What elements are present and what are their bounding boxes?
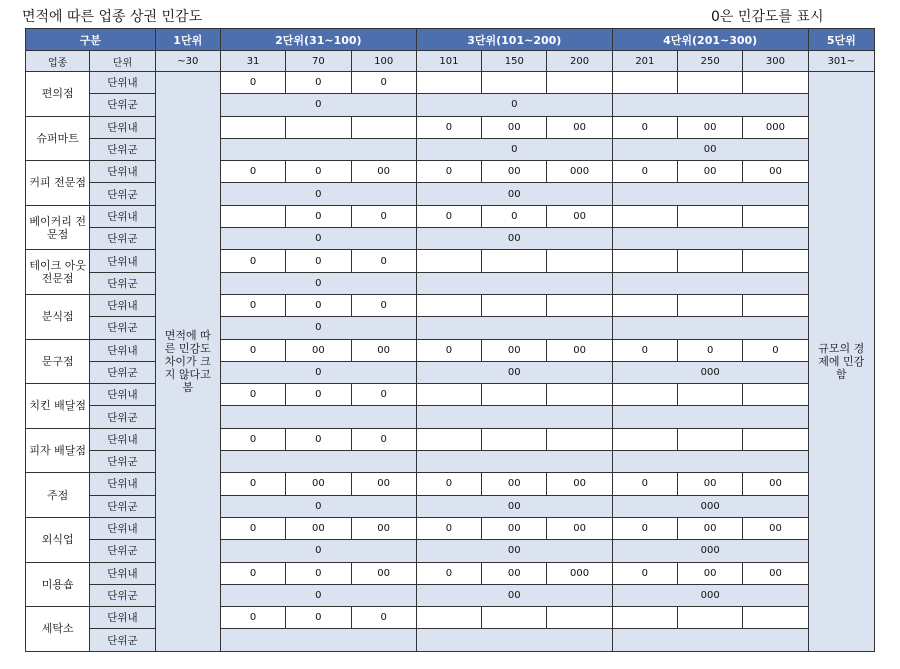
table-row bbox=[26, 584, 875, 606]
inner-value-cell: 00 bbox=[286, 517, 351, 539]
inner-value-cell: 00 bbox=[547, 473, 612, 495]
unit-inner-label: 단위내 bbox=[90, 72, 155, 94]
inner-value-cell: 00 bbox=[678, 473, 743, 495]
unit-inner-label: 단위내 bbox=[90, 294, 155, 316]
inner-value-cell bbox=[547, 428, 612, 450]
unit-inner-label: 단위내 bbox=[90, 517, 155, 539]
inner-value-cell: 0 bbox=[743, 339, 808, 361]
inner-value-cell: 00 bbox=[351, 517, 416, 539]
inner-value-cell: 0 bbox=[416, 116, 481, 138]
table-row bbox=[26, 406, 875, 428]
table-row bbox=[26, 629, 875, 651]
group-value-cell: 000 bbox=[612, 361, 808, 383]
inner-value-cell bbox=[678, 72, 743, 94]
table-row bbox=[26, 451, 875, 473]
inner-value-cell bbox=[547, 72, 612, 94]
inner-value-cell bbox=[612, 384, 677, 406]
inner-value-cell: 00 bbox=[351, 562, 416, 584]
table-row bbox=[26, 562, 875, 584]
group-value-cell bbox=[416, 317, 612, 339]
sensitivity-table bbox=[25, 28, 875, 652]
inner-value-cell: 000 bbox=[743, 116, 808, 138]
inner-value-cell: 0 bbox=[286, 205, 351, 227]
unit-group-label: 단위군 bbox=[90, 406, 155, 428]
table-row bbox=[26, 607, 875, 629]
inner-value-cell: 00 bbox=[351, 161, 416, 183]
group-value-cell bbox=[612, 317, 808, 339]
inner-value-cell: 00 bbox=[482, 339, 547, 361]
business-name: 미용숍 bbox=[26, 562, 90, 607]
inner-value-cell bbox=[678, 607, 743, 629]
inner-value-cell bbox=[612, 607, 677, 629]
unit-inner-label: 단위내 bbox=[90, 116, 155, 138]
table-row bbox=[26, 250, 875, 272]
table-row bbox=[26, 116, 875, 138]
unit-group-label: 단위군 bbox=[90, 629, 155, 651]
group-value-cell: 0 bbox=[220, 94, 416, 116]
inner-value-cell: 0 bbox=[416, 205, 481, 227]
inner-value-cell bbox=[220, 116, 285, 138]
unit-group-label: 단위군 bbox=[90, 361, 155, 383]
group-value-cell bbox=[416, 406, 612, 428]
header-area: 100 bbox=[351, 51, 416, 72]
group-value-cell: 00 bbox=[416, 228, 612, 250]
table-row bbox=[26, 540, 875, 562]
inner-value-cell: 00 bbox=[678, 517, 743, 539]
inner-value-cell: 0 bbox=[286, 607, 351, 629]
unit-inner-label: 단위내 bbox=[90, 473, 155, 495]
inner-value-cell: 00 bbox=[482, 473, 547, 495]
inner-value-cell bbox=[547, 294, 612, 316]
inner-value-cell: 00 bbox=[286, 473, 351, 495]
inner-value-cell: 0 bbox=[416, 161, 481, 183]
inner-value-cell bbox=[547, 384, 612, 406]
table-row bbox=[26, 294, 875, 316]
unit-group-label: 단위군 bbox=[90, 317, 155, 339]
table-row bbox=[26, 72, 875, 94]
group-value-cell: 0 bbox=[220, 584, 416, 606]
business-name: 세탁소 bbox=[26, 607, 90, 652]
inner-value-cell: 0 bbox=[220, 562, 285, 584]
group-value-cell: 00 bbox=[416, 584, 612, 606]
group-value-cell: 00 bbox=[416, 361, 612, 383]
group-value-cell bbox=[612, 451, 808, 473]
business-name: 베이커리 전문점 bbox=[26, 205, 90, 250]
unit-group-label: 단위군 bbox=[90, 228, 155, 250]
header-unit-3: 3단위(101~200) bbox=[416, 29, 612, 51]
inner-value-cell: 00 bbox=[678, 161, 743, 183]
group-value-cell bbox=[612, 629, 808, 651]
inner-value-cell: 00 bbox=[482, 161, 547, 183]
group-value-cell bbox=[416, 272, 612, 294]
header-area: 150 bbox=[482, 51, 547, 72]
inner-value-cell bbox=[743, 294, 808, 316]
inner-value-cell: 0 bbox=[351, 205, 416, 227]
group-value-cell: 0 bbox=[220, 361, 416, 383]
business-name: 외식업 bbox=[26, 517, 90, 562]
header-area: 70 bbox=[286, 51, 351, 72]
inner-value-cell bbox=[286, 116, 351, 138]
group-value-cell bbox=[612, 406, 808, 428]
inner-value-cell: 000 bbox=[547, 562, 612, 584]
unit-inner-label: 단위내 bbox=[90, 562, 155, 584]
inner-value-cell bbox=[416, 294, 481, 316]
unit-group-label: 단위군 bbox=[90, 138, 155, 160]
table-row bbox=[26, 428, 875, 450]
inner-value-cell: 0 bbox=[286, 384, 351, 406]
inner-value-cell: 00 bbox=[743, 161, 808, 183]
table-row bbox=[26, 94, 875, 116]
inner-value-cell bbox=[482, 250, 547, 272]
unit-group-label: 단위군 bbox=[90, 183, 155, 205]
inner-value-cell: 00 bbox=[678, 116, 743, 138]
inner-value-cell bbox=[416, 250, 481, 272]
inner-value-cell bbox=[678, 428, 743, 450]
inner-value-cell: 0 bbox=[416, 562, 481, 584]
header-area: 31 bbox=[220, 51, 285, 72]
inner-value-cell: 0 bbox=[612, 473, 677, 495]
inner-value-cell: 0 bbox=[286, 72, 351, 94]
inner-value-cell bbox=[612, 294, 677, 316]
unit-group-label: 단위군 bbox=[90, 540, 155, 562]
inner-value-cell bbox=[416, 607, 481, 629]
group-value-cell bbox=[220, 451, 416, 473]
inner-value-cell bbox=[482, 72, 547, 94]
business-name: 치킨 배달점 bbox=[26, 384, 90, 429]
inner-value-cell: 0 bbox=[351, 428, 416, 450]
inner-value-cell bbox=[482, 294, 547, 316]
inner-value-cell: 0 bbox=[220, 473, 285, 495]
group-value-cell: 0 bbox=[220, 272, 416, 294]
inner-value-cell: 0 bbox=[220, 517, 285, 539]
header-category: 구분 bbox=[26, 29, 156, 51]
inner-value-cell bbox=[351, 116, 416, 138]
unit-inner-label: 단위내 bbox=[90, 205, 155, 227]
inner-value-cell: 0 bbox=[220, 607, 285, 629]
inner-value-cell: 0 bbox=[416, 517, 481, 539]
group-value-cell: 0 bbox=[220, 540, 416, 562]
group-value-cell: 0 bbox=[220, 317, 416, 339]
inner-value-cell: 00 bbox=[743, 473, 808, 495]
group-value-cell bbox=[220, 629, 416, 651]
table-row bbox=[26, 339, 875, 361]
header-business: 업종 bbox=[26, 51, 90, 72]
table-row bbox=[26, 517, 875, 539]
table-row bbox=[26, 473, 875, 495]
inner-value-cell: 0 bbox=[612, 517, 677, 539]
business-name: 편의점 bbox=[26, 72, 90, 117]
inner-value-cell: 0 bbox=[351, 384, 416, 406]
inner-value-cell bbox=[416, 428, 481, 450]
business-name: 주점 bbox=[26, 473, 90, 518]
group-value-cell: 00 bbox=[612, 138, 808, 160]
group-value-cell bbox=[612, 228, 808, 250]
group-value-cell: 0 bbox=[220, 495, 416, 517]
unit-group-label: 단위군 bbox=[90, 272, 155, 294]
group-value-cell: 000 bbox=[612, 584, 808, 606]
inner-value-cell bbox=[482, 428, 547, 450]
inner-value-cell: 0 bbox=[286, 562, 351, 584]
inner-value-cell: 00 bbox=[286, 339, 351, 361]
table-row bbox=[26, 161, 875, 183]
inner-value-cell bbox=[612, 72, 677, 94]
table-row bbox=[26, 495, 875, 517]
group-value-cell: 000 bbox=[612, 495, 808, 517]
group-value-cell: 00 bbox=[416, 183, 612, 205]
inner-value-cell: 0 bbox=[416, 339, 481, 361]
inner-value-cell bbox=[678, 384, 743, 406]
header-area: 301~ bbox=[808, 51, 874, 72]
table-row bbox=[26, 272, 875, 294]
unit-group-label: 단위군 bbox=[90, 451, 155, 473]
header-area: 200 bbox=[547, 51, 612, 72]
inner-value-cell: 00 bbox=[678, 562, 743, 584]
inner-value-cell bbox=[743, 72, 808, 94]
header-unit: 단위 bbox=[90, 51, 155, 72]
page-title: 면적에 따른 업종 상권 민감도 bbox=[22, 9, 203, 25]
legend-note: 0은 민감도를 표시 bbox=[711, 9, 824, 25]
group-value-cell: 00 bbox=[416, 495, 612, 517]
inner-value-cell bbox=[743, 250, 808, 272]
inner-value-cell bbox=[416, 384, 481, 406]
business-name: 피자 배달점 bbox=[26, 428, 90, 473]
inner-value-cell: 00 bbox=[547, 116, 612, 138]
inner-value-cell: 00 bbox=[482, 517, 547, 539]
business-name: 슈퍼마트 bbox=[26, 116, 90, 161]
group-value-cell: 0 bbox=[416, 94, 612, 116]
table-row bbox=[26, 361, 875, 383]
inner-value-cell: 0 bbox=[286, 250, 351, 272]
group-value-cell bbox=[612, 272, 808, 294]
inner-value-cell bbox=[678, 294, 743, 316]
inner-value-cell: 00 bbox=[482, 116, 547, 138]
group-value-cell: 000 bbox=[612, 540, 808, 562]
inner-value-cell bbox=[547, 607, 612, 629]
inner-value-cell: 0 bbox=[220, 161, 285, 183]
inner-value-cell bbox=[612, 205, 677, 227]
header-area: 300 bbox=[743, 51, 808, 72]
inner-value-cell: 0 bbox=[220, 339, 285, 361]
inner-value-cell bbox=[220, 205, 285, 227]
business-name: 커피 전문점 bbox=[26, 161, 90, 206]
group-value-cell: 00 bbox=[416, 540, 612, 562]
inner-value-cell: 0 bbox=[220, 428, 285, 450]
inner-value-cell: 0 bbox=[482, 205, 547, 227]
inner-value-cell: 00 bbox=[547, 205, 612, 227]
unit-group-label: 단위군 bbox=[90, 495, 155, 517]
inner-value-cell: 0 bbox=[416, 473, 481, 495]
unit5-note: 규모의 경제에 민감함 bbox=[808, 72, 874, 652]
unit-inner-label: 단위내 bbox=[90, 161, 155, 183]
group-value-cell bbox=[416, 451, 612, 473]
business-name: 테이크 아웃 전문점 bbox=[26, 250, 90, 295]
header-row-1 bbox=[26, 29, 875, 51]
inner-value-cell: 0 bbox=[286, 428, 351, 450]
inner-value-cell bbox=[482, 384, 547, 406]
inner-value-cell bbox=[612, 250, 677, 272]
group-value-cell: 0 bbox=[220, 228, 416, 250]
header-unit-5: 5단위 bbox=[808, 29, 874, 51]
unit-group-label: 단위군 bbox=[90, 584, 155, 606]
inner-value-cell: 0 bbox=[286, 294, 351, 316]
business-name: 분식점 bbox=[26, 294, 90, 339]
group-value-cell bbox=[220, 138, 416, 160]
inner-value-cell bbox=[678, 205, 743, 227]
unit-inner-label: 단위내 bbox=[90, 250, 155, 272]
inner-value-cell bbox=[678, 250, 743, 272]
unit1-note: 면적에 따른 민감도 차이가 크지 않다고 봄 bbox=[155, 72, 220, 652]
inner-value-cell: 0 bbox=[612, 161, 677, 183]
inner-value-cell bbox=[743, 428, 808, 450]
inner-value-cell: 0 bbox=[612, 116, 677, 138]
inner-value-cell: 0 bbox=[220, 384, 285, 406]
business-name: 문구점 bbox=[26, 339, 90, 384]
header-area: 250 bbox=[678, 51, 743, 72]
inner-value-cell: 0 bbox=[220, 250, 285, 272]
inner-value-cell bbox=[612, 428, 677, 450]
inner-value-cell bbox=[482, 607, 547, 629]
unit-inner-label: 단위내 bbox=[90, 607, 155, 629]
group-value-cell: 0 bbox=[416, 138, 612, 160]
header-area: 201 bbox=[612, 51, 677, 72]
table-row bbox=[26, 228, 875, 250]
unit-inner-label: 단위내 bbox=[90, 384, 155, 406]
inner-value-cell: 0 bbox=[220, 72, 285, 94]
inner-value-cell: 0 bbox=[220, 294, 285, 316]
inner-value-cell: 0 bbox=[351, 250, 416, 272]
inner-value-cell: 0 bbox=[678, 339, 743, 361]
table-row bbox=[26, 138, 875, 160]
inner-value-cell: 000 bbox=[547, 161, 612, 183]
header-row-2 bbox=[26, 51, 875, 72]
unit-group-label: 단위군 bbox=[90, 94, 155, 116]
inner-value-cell: 00 bbox=[482, 562, 547, 584]
inner-value-cell: 00 bbox=[547, 517, 612, 539]
group-value-cell: 0 bbox=[220, 183, 416, 205]
table-row bbox=[26, 384, 875, 406]
group-value-cell bbox=[612, 94, 808, 116]
inner-value-cell: 0 bbox=[286, 161, 351, 183]
header-unit-4: 4단위(201~300) bbox=[612, 29, 808, 51]
inner-value-cell: 00 bbox=[351, 339, 416, 361]
unit-inner-label: 단위내 bbox=[90, 339, 155, 361]
header-unit-1: 1단위 bbox=[155, 29, 220, 51]
inner-value-cell: 00 bbox=[547, 339, 612, 361]
header-area: ~30 bbox=[155, 51, 220, 72]
group-value-cell bbox=[220, 406, 416, 428]
group-value-cell bbox=[612, 183, 808, 205]
inner-value-cell: 0 bbox=[351, 607, 416, 629]
inner-value-cell: 00 bbox=[743, 517, 808, 539]
inner-value-cell bbox=[743, 607, 808, 629]
inner-value-cell bbox=[743, 205, 808, 227]
unit-inner-label: 단위내 bbox=[90, 428, 155, 450]
header-area: 101 bbox=[416, 51, 481, 72]
inner-value-cell: 0 bbox=[351, 72, 416, 94]
inner-value-cell: 00 bbox=[351, 473, 416, 495]
table-row bbox=[26, 205, 875, 227]
inner-value-cell: 00 bbox=[743, 562, 808, 584]
inner-value-cell: 0 bbox=[351, 294, 416, 316]
header-unit-2: 2단위(31~100) bbox=[220, 29, 416, 51]
table-row bbox=[26, 317, 875, 339]
inner-value-cell: 0 bbox=[612, 339, 677, 361]
inner-value-cell bbox=[743, 384, 808, 406]
group-value-cell bbox=[416, 629, 612, 651]
inner-value-cell: 0 bbox=[612, 562, 677, 584]
inner-value-cell bbox=[416, 72, 481, 94]
inner-value-cell bbox=[547, 250, 612, 272]
table-row bbox=[26, 183, 875, 205]
